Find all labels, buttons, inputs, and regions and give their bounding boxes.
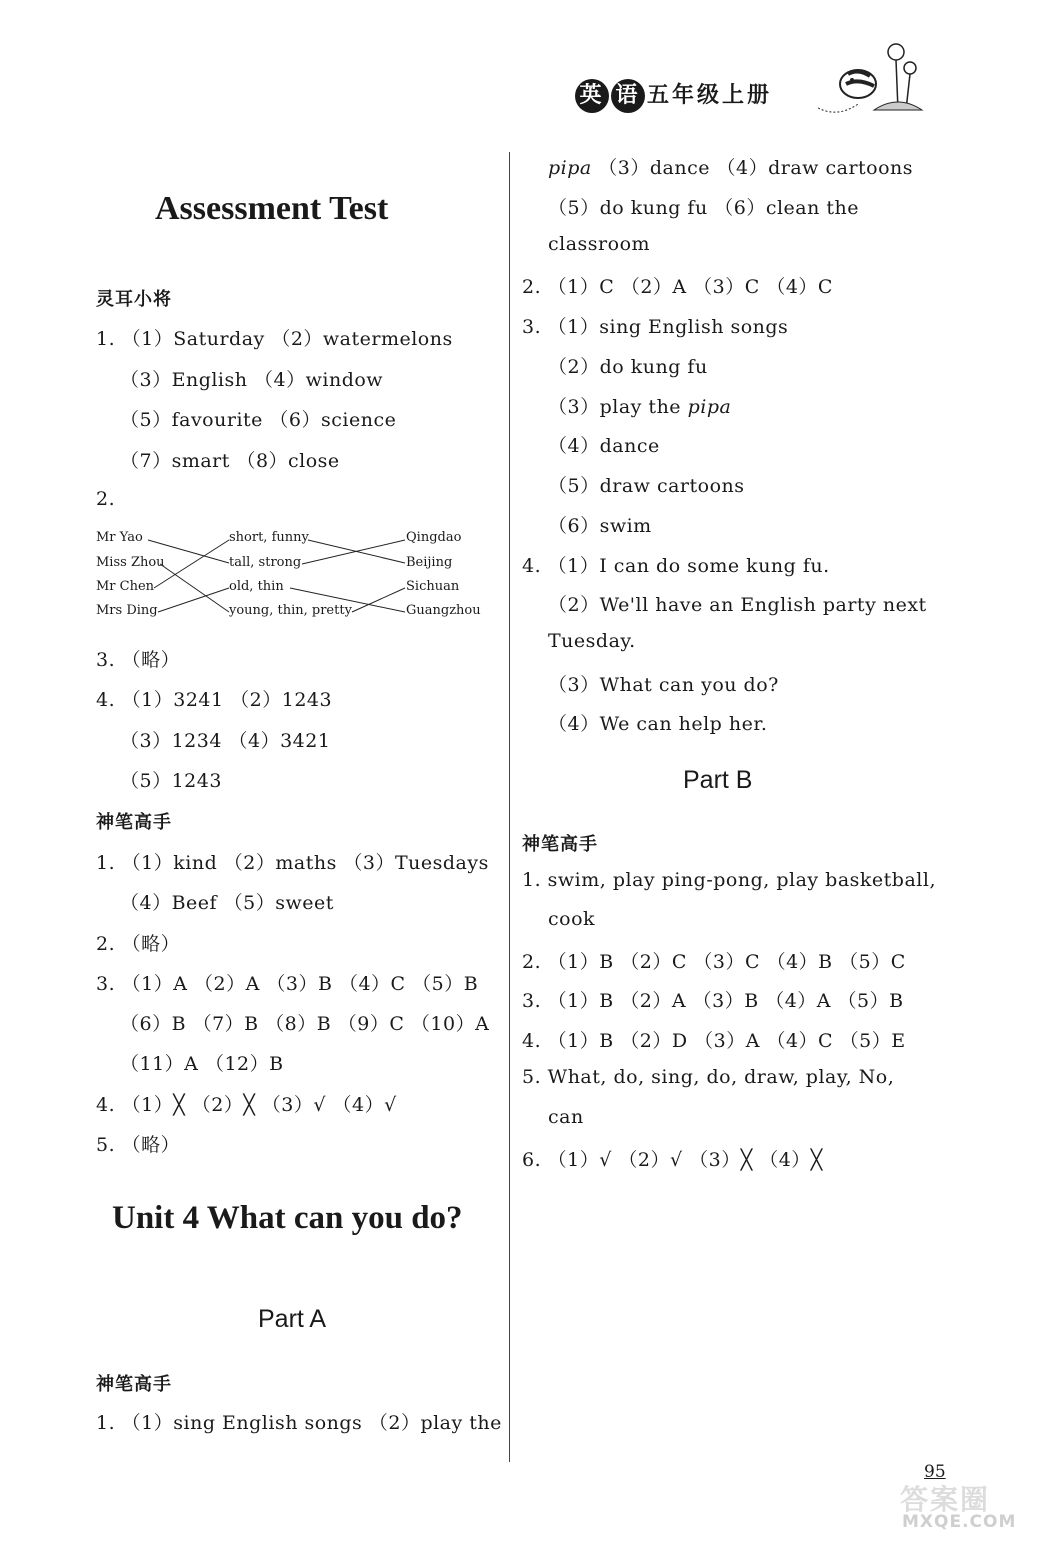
match-name: Miss Zhou <box>96 555 165 570</box>
answer-line: 3. （1）A （2）A （3）B （4）C （5）B <box>96 973 479 995</box>
header-badge-2: 语 <box>611 79 645 113</box>
match-trait: tall, strong <box>229 555 302 570</box>
section-heading: 灵耳小将 <box>96 289 172 310</box>
answer-line: 4. （1）B （2）D （3）A （4）C （5）E <box>522 1030 906 1052</box>
answer-line: （2）We'll have an English party next <box>548 594 927 616</box>
answer-line: 2. （1）C （2）A （3）C （4）C <box>522 276 833 298</box>
answer-line: 1. （1）sing English songs （2）play the <box>96 1412 502 1434</box>
assessment-title: Assessment Test <box>155 190 389 227</box>
answer-line: （6）B （7）B （8）B （9）C （10）A <box>120 1013 490 1035</box>
pipa-italic: pipa <box>687 396 732 418</box>
answer-line: 2. （1）B （2）C （3）C （4）B （5）C <box>522 951 906 973</box>
answer-line: （3）1234 （4）3421 <box>120 730 331 752</box>
answer-line: 6. （1）√ （2）√ （3）╳ （4）╳ <box>522 1149 823 1171</box>
answer-line: 5. What, do, sing, do, draw, play, No, <box>522 1066 895 1088</box>
answer-line: （4）dance <box>548 435 660 457</box>
match-city: Sichuan <box>406 579 460 594</box>
section-heading: 神笔高手 <box>96 1374 172 1395</box>
match-name: Mrs Ding <box>96 603 158 618</box>
answer-line: 3. （略） <box>96 649 181 671</box>
answer-line: （7）smart （8）close <box>120 450 340 472</box>
watermark-logo: 答案圈 <box>900 1483 991 1516</box>
match-city: Qingdao <box>406 530 462 545</box>
bee-flower-icon <box>818 38 928 118</box>
match-city: Beijing <box>406 555 453 570</box>
answer-line: Tuesday. <box>548 630 636 652</box>
answer-line: 5. （略） <box>96 1134 181 1156</box>
answer-line: （5）draw cartoons <box>548 475 745 497</box>
match-name: Mr Chen <box>96 579 155 594</box>
answer-line: （5）favourite （6）science <box>120 409 397 431</box>
answer-text: （3）dance （4）draw cartoons <box>591 157 914 179</box>
header-badge-1: 英 <box>575 79 609 113</box>
watermark-url: MXQE.COM <box>902 1512 1017 1532</box>
answer-line: （5）1243 <box>120 770 222 792</box>
book-header <box>575 78 772 113</box>
answer-line: （6）swim <box>548 515 652 537</box>
page-number: 95 <box>924 1462 946 1482</box>
match-trait: old, thin <box>229 579 284 594</box>
answer-line: 1. （1）Saturday （2）watermelons <box>96 328 453 350</box>
match-name: Mr Yao <box>96 530 143 545</box>
section-heading: 神笔高手 <box>96 812 172 833</box>
answer-line: （5）do kung fu （6）clean the <box>548 197 859 219</box>
part-b-heading: Part B <box>683 766 753 794</box>
answer-line: （2）do kung fu <box>548 356 708 378</box>
match-trait: young, thin, pretty <box>229 603 352 618</box>
match-trait: short, funny <box>229 530 309 545</box>
answer-line <box>548 392 731 419</box>
header-grade: 五年级上册 <box>647 83 773 108</box>
answer-line: classroom <box>548 233 651 255</box>
answer-line: 4. （1）╳ （2）╳ （3）√ （4）√ <box>96 1094 397 1116</box>
part-a-heading: Part A <box>258 1305 327 1333</box>
answer-line: （4）We can help her. <box>548 713 768 735</box>
answer-text: （3）play the <box>548 396 688 418</box>
answer-line: （11）A （12）B <box>120 1053 284 1075</box>
answer-line: 1. swim, play ping-pong, play basketball, <box>522 869 936 891</box>
match-city: Guangzhou <box>406 603 481 618</box>
answer-line: 4. （1）3241 （2）1243 <box>96 689 333 711</box>
answer-line: 3. （1）sing English songs <box>522 316 789 338</box>
answer-line: can <box>548 1106 584 1128</box>
match-lines <box>0 0 520 640</box>
pipa-italic: pipa <box>548 157 592 179</box>
answer-line: （3）What can you do? <box>548 674 779 696</box>
section-heading: 神笔高手 <box>522 834 598 855</box>
answer-line: 1. （1）kind （2）maths （3）Tuesdays <box>96 852 489 874</box>
answer-line: 2. <box>96 488 116 510</box>
answer-line: cook <box>548 908 596 930</box>
answer-line: 3. （1）B （2）A （3）B （4）A （5）B <box>522 990 904 1012</box>
answer-line: 2. （略） <box>96 933 181 955</box>
answer-line: 4. （1）I can do some kung fu. <box>522 555 830 577</box>
answer-line <box>548 153 913 180</box>
answer-line: （3）English （4）window <box>120 369 384 391</box>
answer-line: （4）Beef （5）sweet <box>120 892 334 914</box>
unit-title: Unit 4 What can you do? <box>112 1200 463 1236</box>
